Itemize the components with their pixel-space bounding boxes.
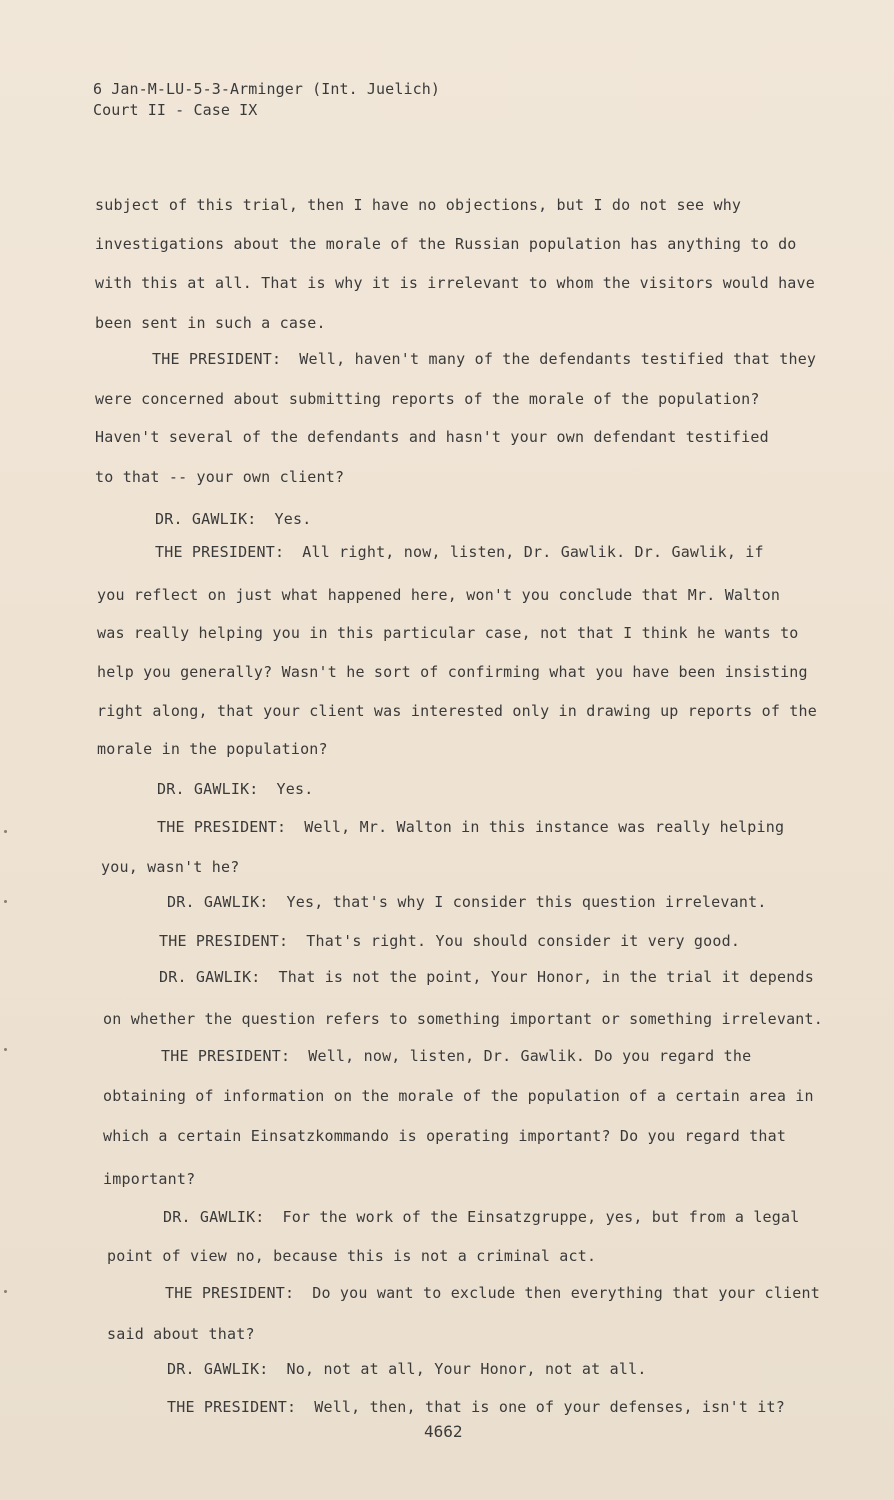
line-text: which a certain Einsatzkommando is operating important? Do you regard that bbox=[103, 1127, 787, 1145]
line-text: Do you want to exclude then everything that your client bbox=[312, 1284, 820, 1302]
text-line bbox=[97, 586, 780, 604]
line-text: Well, then, that is one of your defenses, isn't it? bbox=[314, 1398, 786, 1416]
line-text: Well, now, listen, Dr. Gawlik. Do you regard the bbox=[308, 1047, 752, 1065]
text-line bbox=[95, 468, 344, 486]
punch-hole-mark bbox=[4, 1048, 7, 1051]
line-text: All right, now, listen, Dr. Gawlik. Dr. Gawlik, if bbox=[302, 543, 764, 561]
speaker-label: DR. GAWLIK: bbox=[159, 968, 261, 986]
text-line bbox=[95, 314, 326, 332]
text-line bbox=[97, 663, 808, 681]
speaker-label: DR. GAWLIK: bbox=[167, 893, 269, 911]
dialogue-line bbox=[155, 543, 764, 561]
text-line bbox=[103, 1127, 786, 1145]
text-line bbox=[95, 428, 769, 446]
line-text: important? bbox=[103, 1170, 196, 1188]
text-line bbox=[103, 1087, 814, 1105]
speaker-label: THE PRESIDENT: bbox=[159, 932, 289, 950]
dialogue-line bbox=[163, 1208, 799, 1226]
line-text: That is not the point, Your Honor, in the trial it depends bbox=[278, 968, 814, 986]
speaker-label: THE PRESIDENT: bbox=[167, 1398, 297, 1416]
line-text: morale in the population? bbox=[97, 740, 328, 758]
line-text: obtaining of information on the morale of the population of a certain area in bbox=[103, 1087, 814, 1105]
line-text: Well, haven't many of the defendants testified that they bbox=[299, 350, 817, 368]
text-line bbox=[103, 1170, 195, 1188]
line-text: help you generally? Wasn't he sort of confirming what you have been insisting bbox=[97, 663, 808, 681]
dialogue-line bbox=[152, 350, 816, 368]
dialogue-line bbox=[167, 1360, 647, 1378]
header-case-reference: 6 Jan-M-LU-5-3-Arminger (Int. Juelich) bbox=[93, 80, 440, 98]
punch-hole-mark bbox=[4, 1290, 7, 1293]
dialogue-line bbox=[159, 968, 814, 986]
line-text: on whether the question refers to something important or something irrelevant. bbox=[103, 1010, 823, 1028]
text-line bbox=[95, 196, 741, 214]
line-text: That's right. You should consider it very good. bbox=[306, 932, 741, 950]
dialogue-line bbox=[159, 932, 740, 950]
dialogue-line bbox=[157, 780, 313, 798]
punch-hole-mark bbox=[4, 900, 7, 903]
text-line bbox=[95, 235, 797, 253]
text-line bbox=[107, 1325, 255, 1343]
line-text: to that -- your own client? bbox=[95, 468, 345, 486]
line-text: Well, Mr. Walton in this instance was really helping bbox=[304, 818, 785, 836]
page-number: 4662 bbox=[424, 1422, 463, 1441]
text-line bbox=[101, 858, 239, 876]
speaker-label: DR. GAWLIK: bbox=[155, 510, 257, 528]
speaker-label: DR. GAWLIK: bbox=[167, 1360, 269, 1378]
line-text: point of view no, because this is not a criminal act. bbox=[107, 1247, 597, 1265]
header-court: Court II - Case IX bbox=[93, 101, 258, 119]
text-line bbox=[97, 624, 799, 642]
dialogue-line bbox=[157, 818, 784, 836]
line-text: you reflect on just what happened here, won't you conclude that Mr. Walton bbox=[97, 586, 781, 604]
speaker-label: THE PRESIDENT: bbox=[152, 350, 282, 368]
speaker-label: THE PRESIDENT: bbox=[157, 818, 287, 836]
line-text: For the work of the Einsatzgruppe, yes, but from a legal bbox=[282, 1208, 800, 1226]
speaker-label: DR. GAWLIK: bbox=[163, 1208, 265, 1226]
line-text: was really helping you in this particular case, not that I think he wants to bbox=[97, 624, 799, 642]
line-text: were concerned about submitting reports of the morale of the population? bbox=[95, 390, 760, 408]
line-text: said about that? bbox=[107, 1325, 255, 1343]
line-text: Haven't several of the defendants and hasn't your own defendant testified bbox=[95, 428, 769, 446]
line-text: No, not at all, Your Honor, not at all. bbox=[286, 1360, 647, 1378]
dialogue-line bbox=[167, 1398, 785, 1416]
speaker-label: THE PRESIDENT: bbox=[165, 1284, 295, 1302]
text-line bbox=[97, 702, 817, 720]
line-text: Yes, that's why I consider this question irrelevant. bbox=[286, 893, 767, 911]
text-line bbox=[95, 390, 760, 408]
dialogue-line bbox=[155, 510, 311, 528]
line-text: subject of this trial, then I have no objections, but I do not see why bbox=[95, 196, 742, 214]
text-line bbox=[103, 1010, 823, 1028]
line-text: investigations about the morale of the Russian population has anything to do bbox=[95, 235, 797, 253]
line-text: Yes. bbox=[274, 510, 312, 528]
speaker-label: DR. GAWLIK: bbox=[157, 780, 259, 798]
text-line bbox=[95, 274, 815, 292]
line-text: right along, that your client was interested only in drawing up reports of the bbox=[97, 702, 817, 720]
dialogue-line bbox=[165, 1284, 820, 1302]
speaker-label: THE PRESIDENT: bbox=[155, 543, 285, 561]
text-line bbox=[107, 1247, 596, 1265]
speaker-label: THE PRESIDENT: bbox=[161, 1047, 291, 1065]
dialogue-line bbox=[167, 893, 767, 911]
text-line bbox=[97, 740, 328, 758]
dialogue-line bbox=[161, 1047, 751, 1065]
line-text: you, wasn't he? bbox=[101, 858, 240, 876]
line-text: been sent in such a case. bbox=[95, 314, 326, 332]
punch-hole-mark bbox=[4, 830, 7, 833]
line-text: Yes. bbox=[276, 780, 314, 798]
line-text: with this at all. That is why it is irrelevant to whom the visitors would have bbox=[95, 274, 815, 292]
